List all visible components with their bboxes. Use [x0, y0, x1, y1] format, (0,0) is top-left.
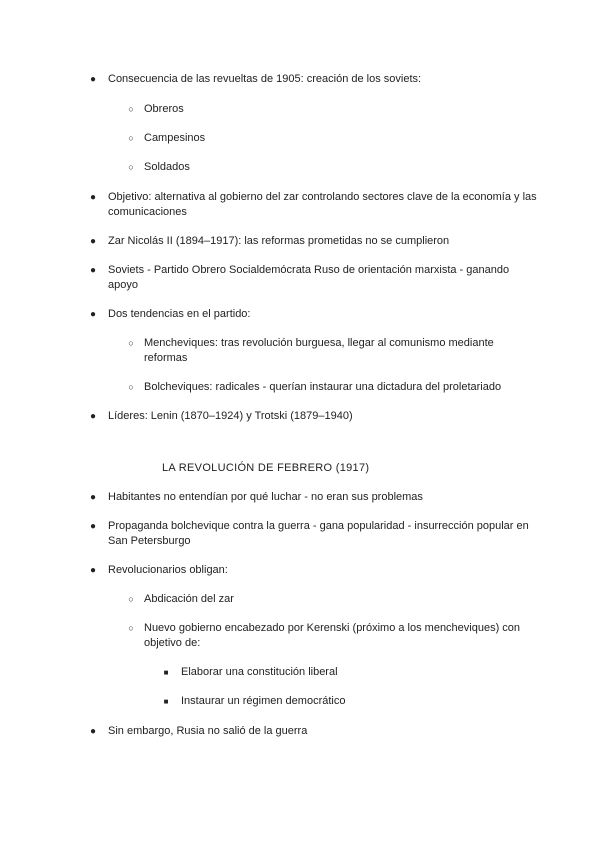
- list-item-text: Objetivo: alternativa al gobierno del zar controlando sectores clave de la economía y las comunicaciones: [108, 191, 537, 218]
- bullet-disc: ●: [89, 265, 97, 276]
- sub-list-item-text: Mencheviques: tras revolución burguesa, llegar al comunismo mediante reformas: [144, 337, 494, 364]
- bullet-disc: ●: [89, 726, 97, 737]
- list-item-text: Sin embargo, Rusia no salió de la guerra: [108, 725, 308, 737]
- bullet-circle: ○: [128, 133, 134, 143]
- bullet-circle: ○: [128, 623, 134, 633]
- list-item-text: Propaganda bolchevique contra la guerra - gana popularidad - insurrección popular en San Petersburgo: [108, 520, 529, 547]
- sub-sub-list-item-text: Elaborar una constitución liberal: [181, 666, 338, 678]
- bullet-square: ■: [163, 668, 169, 677]
- bullet-disc: ●: [89, 74, 97, 85]
- section-heading: LA REVOLUCIÓN DE FEBRERO (1917): [162, 462, 370, 474]
- bullet-disc: ●: [89, 565, 97, 576]
- sub-sub-list-item-text: Instaurar un régimen democrático: [181, 695, 346, 707]
- list-item-text: Soviets - Partido Obrero Socialdemócrata Ruso de orientación marxista - ganando apoyo: [108, 264, 510, 291]
- list-item-text: Líderes: Lenin (1870–1924) y Trotski (1879–1940): [108, 410, 353, 422]
- bullet-circle: ○: [128, 594, 134, 604]
- bullet-square: ■: [163, 697, 169, 706]
- bullet-circle: ○: [128, 338, 134, 348]
- list-item-text: Consecuencia de las revueltas de 1905: creación de los soviets:: [108, 73, 422, 85]
- bullet-disc: ●: [89, 521, 97, 532]
- list-item-text: Dos tendencias en el partido:: [108, 308, 251, 320]
- bullet-disc: ●: [89, 492, 97, 503]
- list-item-text: Revolucionarios obligan:: [108, 564, 228, 576]
- sub-list-item-text: Nuevo gobierno encabezado por Kerenski (próximo a los mencheviques) con objetivo de:: [144, 622, 521, 649]
- bullet-circle: ○: [128, 382, 134, 392]
- sub-list-item-text: Bolcheviques: radicales - querían instaurar una dictadura del proletariado: [144, 381, 502, 393]
- sub-list-item-text: Soldados: [144, 161, 190, 173]
- list-item-text: Zar Nicolás II (1894–1917): las reformas prometidas no se cumplieron: [108, 235, 450, 247]
- bullet-disc: ●: [89, 411, 97, 422]
- bullet-circle: ○: [128, 104, 134, 114]
- sub-list-item-text: Campesinos: [144, 132, 206, 144]
- sub-list-item-text: Obreros: [144, 103, 184, 115]
- bullet-disc: ●: [89, 309, 97, 320]
- bullet-circle: ○: [128, 162, 134, 172]
- bullet-disc: ●: [89, 236, 97, 247]
- list-item-text: Habitantes no entendían por qué luchar - no eran sus problemas: [108, 491, 423, 503]
- bullet-disc: ●: [89, 192, 97, 203]
- sub-list-item-text: Abdicación del zar: [144, 593, 234, 605]
